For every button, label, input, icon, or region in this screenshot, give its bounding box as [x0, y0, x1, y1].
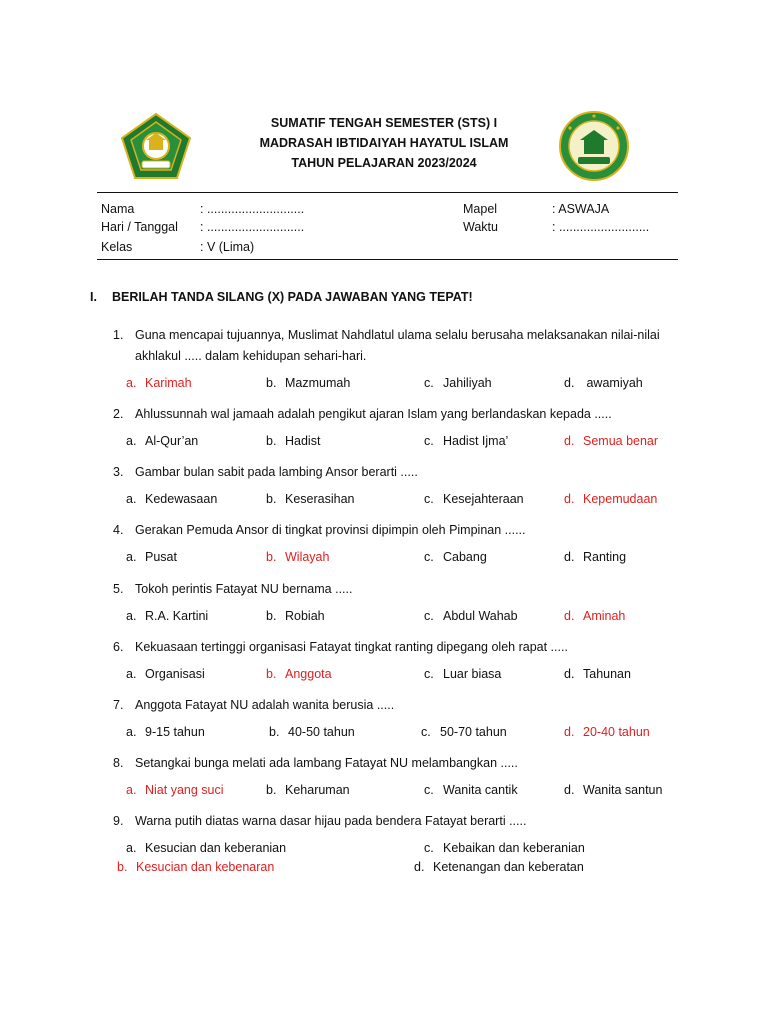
option-text: Cabang	[443, 550, 487, 564]
option-text: Anggota	[285, 667, 332, 681]
answer-option[interactable]	[424, 609, 518, 623]
option-text: Kesucian dan keberanian	[145, 841, 287, 855]
question-number: 3.	[113, 465, 124, 479]
option-letter: c.	[424, 609, 434, 623]
answer-option[interactable]	[266, 609, 325, 623]
option-text: Keharuman	[285, 783, 350, 797]
option-letter: a.	[126, 667, 137, 681]
option-letter: a.	[126, 492, 137, 506]
option-text: Semua benar	[583, 434, 659, 448]
question-item	[113, 579, 673, 600]
option-text: Karimah	[145, 376, 192, 390]
question-item	[113, 811, 673, 832]
option-text: Robiah	[285, 609, 325, 623]
option-text: Abdul Wahab	[443, 609, 518, 623]
option-text: R.A. Kartini	[145, 609, 209, 623]
answer-option[interactable]	[564, 434, 658, 448]
option-letter: d.	[414, 860, 425, 874]
option-text: Jahiliyah	[443, 376, 492, 390]
answer-option[interactable]	[421, 725, 507, 739]
question-text: Ahlussunnah wal jamaah adalah pengikut ajaran Islam yang berlandaskan kepada .....	[135, 407, 612, 421]
option-text: 40-50 tahun	[288, 725, 355, 739]
question-text: Gambar bulan sabit pada lambing Ansor berarti .....	[135, 465, 418, 479]
answer-option[interactable]	[126, 434, 198, 448]
option-text: Pusat	[145, 550, 177, 564]
option-text: Hadist Ijma’	[443, 434, 509, 448]
nama-field[interactable]: : ............................	[200, 202, 305, 216]
answer-option[interactable]	[126, 492, 217, 506]
answer-option[interactable]	[117, 860, 274, 874]
question-number: 2.	[113, 407, 124, 421]
option-letter: a.	[126, 609, 137, 623]
answer-option[interactable]	[126, 841, 286, 855]
question-number: 8.	[113, 756, 124, 770]
question-item	[113, 325, 673, 367]
nama-label: Nama	[101, 202, 135, 216]
option-letter: b.	[269, 725, 280, 739]
answer-option[interactable]	[414, 860, 584, 874]
answer-option[interactable]	[266, 376, 350, 390]
answer-option[interactable]	[266, 434, 320, 448]
answer-option[interactable]	[126, 667, 205, 681]
option-text: Kedewasaan	[145, 492, 218, 506]
option-text: Mazmumah	[285, 376, 351, 390]
option-text: 9-15 tahun	[145, 725, 205, 739]
option-letter: c.	[424, 434, 434, 448]
option-text: Wanita cantik	[443, 783, 518, 797]
option-letter: b.	[266, 783, 277, 797]
kelas-value: : V (Lima)	[200, 240, 255, 254]
question-text: Guna mencapai tujuannya, Muslimat Nahdlatul ulama selalu berusaha melaksanakan nilai-nilai akhlakul ..... dalam kehidupan sehari-hari.	[135, 328, 660, 363]
waktu-field[interactable]: : ..........................	[552, 220, 650, 234]
answer-option[interactable]	[424, 434, 508, 448]
header-divider-top	[97, 192, 678, 193]
answer-option[interactable]	[564, 492, 657, 506]
option-letter: c.	[421, 725, 431, 739]
answer-option[interactable]	[424, 667, 501, 681]
option-text: Organisasi	[145, 667, 205, 681]
answer-option[interactable]	[126, 783, 224, 797]
option-letter: b.	[266, 492, 277, 506]
option-text: 50-70 tahun	[440, 725, 507, 739]
option-letter: b.	[266, 609, 277, 623]
option-text: Aminah	[583, 609, 626, 623]
answer-option[interactable]	[564, 376, 643, 390]
answer-option[interactable]	[266, 550, 329, 564]
question-text: Tokoh perintis Fatayat NU bernama .....	[135, 582, 353, 596]
question-text: Gerakan Pemuda Ansor di tingkat provinsi dipimpin oleh Pimpinan ......	[135, 523, 526, 537]
option-letter: d.	[564, 783, 575, 797]
answer-option[interactable]	[424, 783, 518, 797]
option-letter: a.	[126, 376, 137, 390]
answer-option[interactable]	[424, 841, 585, 855]
question-number: 4.	[113, 523, 124, 537]
answer-option[interactable]	[564, 667, 631, 681]
option-text: Wanita santun	[583, 783, 663, 797]
answer-option[interactable]	[564, 550, 626, 564]
option-letter: c.	[424, 492, 434, 506]
option-text: Tahunan	[583, 667, 631, 681]
waktu-label: Waktu	[463, 220, 498, 234]
mapel-value: : ASWAJA	[552, 202, 610, 216]
question-item	[113, 637, 673, 658]
option-letter: b.	[266, 550, 277, 564]
option-text: Kebaikan dan keberanian	[443, 841, 585, 855]
option-text: Keserasihan	[285, 492, 355, 506]
option-letter: d.	[564, 667, 575, 681]
question-item	[113, 404, 673, 425]
option-text: Ketenangan dan keberatan	[433, 860, 584, 874]
answer-option[interactable]	[564, 783, 662, 797]
answer-option[interactable]	[126, 550, 177, 564]
option-text: awamiyah	[583, 376, 643, 390]
answer-option[interactable]	[126, 609, 208, 623]
option-letter: b.	[266, 434, 277, 448]
question-item	[113, 753, 673, 774]
academic-year: TAHUN PELAJARAN 2023/2024	[291, 156, 477, 170]
option-letter: a.	[126, 783, 137, 797]
question-item	[113, 695, 673, 716]
school-name: MADRASAH IBTIDAIYAH HAYATUL ISLAM	[259, 136, 509, 150]
option-letter: d.	[564, 376, 575, 390]
question-number: 9.	[113, 814, 124, 828]
option-letter: b.	[266, 376, 277, 390]
option-letter: c.	[424, 841, 434, 855]
hari-field[interactable]: : ............................	[200, 220, 305, 234]
option-letter: b.	[266, 667, 277, 681]
answer-option[interactable]	[266, 783, 350, 797]
section-title: BERILAH TANDA SILANG (X) PADA JAWABAN YANG TEPAT!	[112, 290, 473, 304]
option-letter: c.	[424, 667, 434, 681]
answer-option[interactable]	[266, 492, 355, 506]
option-letter: a.	[126, 434, 137, 448]
option-text: Hadist	[285, 434, 321, 448]
option-text: Al-Qur’an	[145, 434, 199, 448]
option-text: Kepemudaan	[583, 492, 658, 506]
option-letter: d.	[564, 434, 575, 448]
option-text: 20-40 tahun	[583, 725, 650, 739]
question-number: 5.	[113, 582, 124, 596]
question-number: 1.	[113, 328, 124, 342]
option-text: Wilayah	[285, 550, 330, 564]
option-letter: d.	[564, 725, 575, 739]
section-number: I.	[90, 290, 97, 304]
option-letter: d.	[564, 609, 575, 623]
answer-option[interactable]	[269, 725, 355, 739]
answer-option[interactable]	[564, 609, 625, 623]
question-text: Anggota Fatayat NU adalah wanita berusia .....	[135, 698, 395, 712]
answer-option[interactable]	[424, 376, 492, 390]
option-text: Luar biasa	[443, 667, 502, 681]
hari-label: Hari / Tanggal	[101, 220, 178, 234]
option-text: Niat yang suci	[145, 783, 224, 797]
option-text: Kesejahteraan	[443, 492, 524, 506]
header-divider-bottom	[97, 259, 678, 260]
option-text: Kesucian dan kebenaran	[136, 860, 275, 874]
answer-option[interactable]	[126, 725, 205, 739]
question-text: Warna putih diatas warna dasar hijau pada bendera Fatayat berarti .....	[135, 814, 527, 828]
answer-option[interactable]	[564, 725, 650, 739]
option-letter: d.	[564, 550, 575, 564]
question-number: 7.	[113, 698, 124, 712]
option-letter: a.	[126, 550, 137, 564]
option-letter: c.	[424, 550, 434, 564]
mapel-label: Mapel	[463, 202, 498, 216]
question-text: Kekuasaan tertinggi organisasi Fatayat tingkat ranting dipegang oleh rapat .....	[135, 640, 568, 654]
answer-option[interactable]	[424, 550, 487, 564]
answer-option[interactable]	[424, 492, 524, 506]
question-text: Setangkai bunga melati ada lambang Fatayat NU melambangkan .....	[135, 756, 518, 770]
answer-option[interactable]	[126, 376, 192, 390]
question-item	[113, 520, 673, 541]
option-letter: b.	[117, 860, 128, 874]
option-text: Ranting	[583, 550, 627, 564]
question-number: 6.	[113, 640, 124, 654]
question-item	[113, 462, 673, 483]
option-letter: a.	[126, 841, 137, 855]
exam-title: SUMATIF TENGAH SEMESTER (STS) I	[270, 116, 498, 130]
option-letter: c.	[424, 783, 434, 797]
option-letter: d.	[564, 492, 575, 506]
option-letter: a.	[126, 725, 137, 739]
answer-option[interactable]	[266, 667, 332, 681]
option-letter: c.	[424, 376, 434, 390]
kelas-label: Kelas	[101, 240, 133, 254]
